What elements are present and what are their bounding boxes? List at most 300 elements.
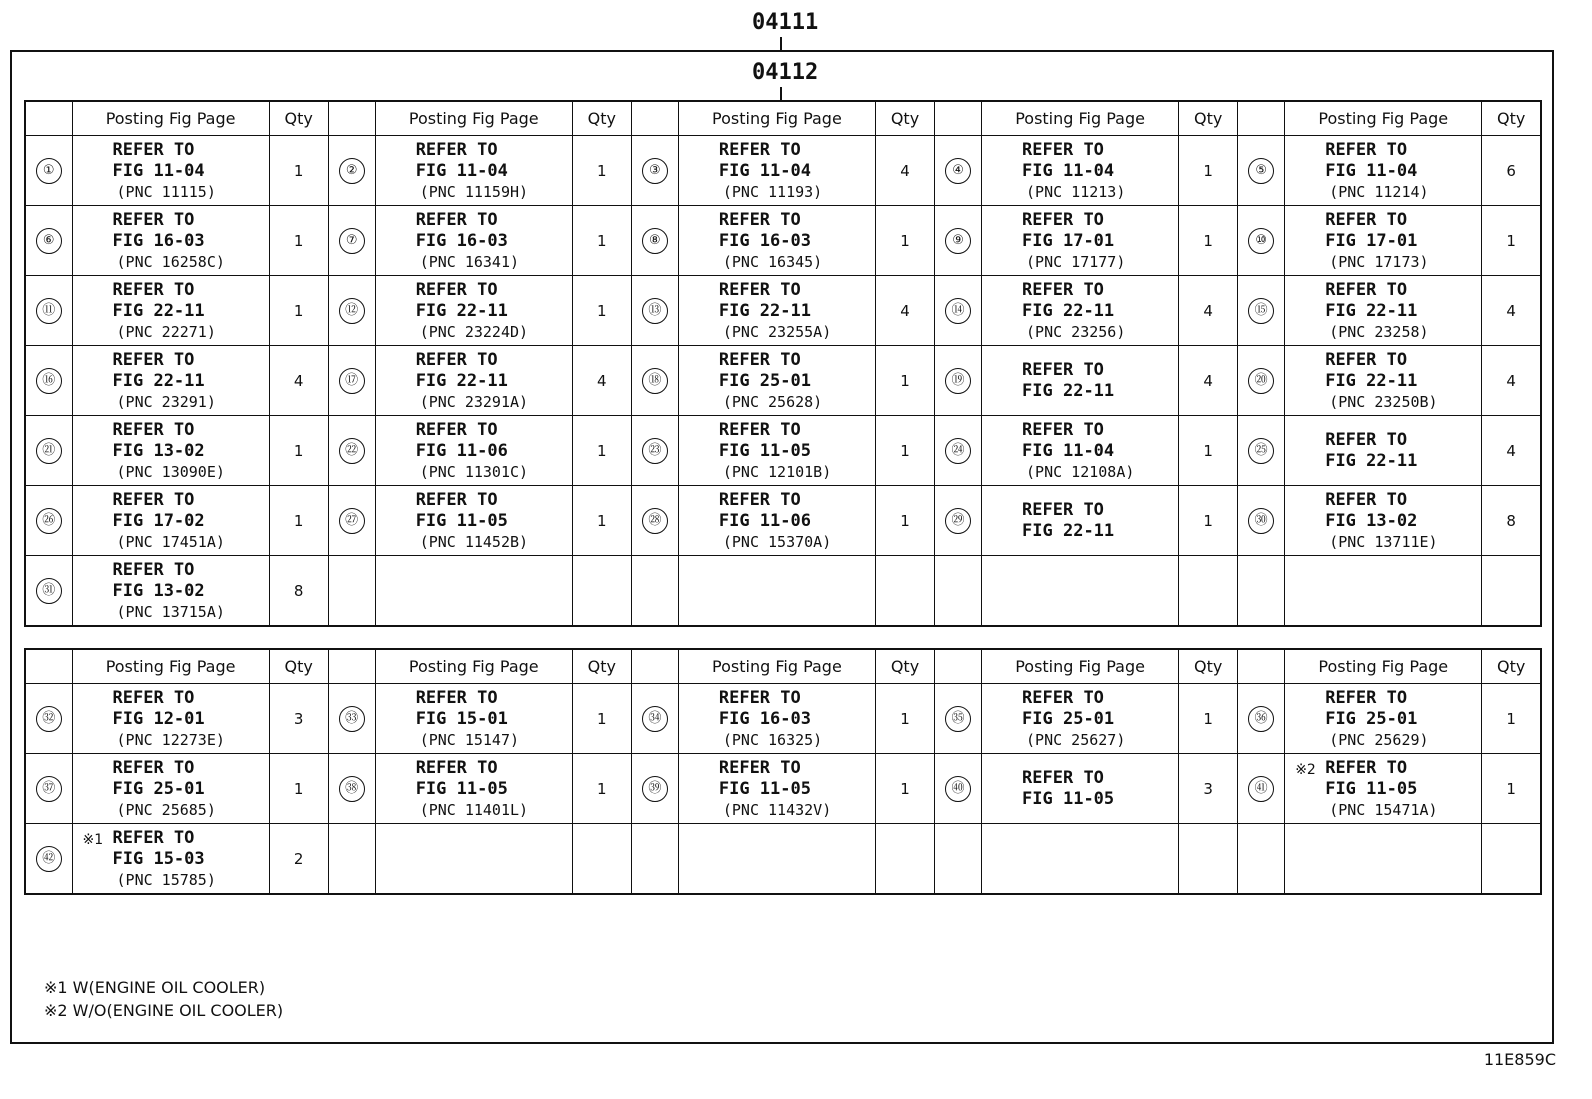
pnc-code: (PNC 16258C) bbox=[116, 252, 225, 271]
item-number-cell bbox=[935, 346, 982, 416]
posting-cell bbox=[72, 684, 269, 754]
parts-table-2 bbox=[24, 648, 1542, 895]
qty-cell: 4 bbox=[1179, 276, 1238, 346]
item-number-cell bbox=[328, 824, 375, 895]
fig-reference: FIG 13-02 bbox=[1325, 510, 1418, 531]
refer-to-text: REFER TO bbox=[1022, 767, 1104, 788]
item-number-cell bbox=[328, 346, 375, 416]
fig-reference: FIG 22-11 bbox=[112, 370, 205, 391]
refer-to-text: REFER TO bbox=[415, 279, 498, 300]
header-qty: Qty bbox=[1179, 649, 1238, 684]
posting-cell bbox=[1285, 824, 1482, 895]
item-number-cell bbox=[328, 556, 375, 627]
item-number-cell bbox=[25, 556, 72, 627]
fig-reference: FIG 25-01 bbox=[112, 778, 205, 799]
fig-reference: FIG 17-02 bbox=[112, 510, 205, 531]
item-number-cell bbox=[25, 206, 72, 276]
fig-reference: FIG 25-01 bbox=[718, 370, 811, 391]
refer-to-text: REFER TO bbox=[1325, 489, 1408, 510]
qty-cell: 4 bbox=[875, 276, 934, 346]
refer-to-text: REFER TO bbox=[415, 349, 498, 370]
header-posting: Posting Fig Page bbox=[982, 101, 1179, 136]
header-posting: Posting Fig Page bbox=[72, 101, 269, 136]
pnc-code: (PNC 25627) bbox=[1026, 730, 1126, 749]
qty-cell: 1 bbox=[572, 136, 631, 206]
item-number-cell bbox=[631, 416, 678, 486]
table-row bbox=[25, 136, 1541, 206]
qty-cell: 1 bbox=[269, 276, 328, 346]
header-number-cell bbox=[1238, 101, 1285, 136]
item-number-cell bbox=[25, 824, 72, 895]
item-number-cell bbox=[1238, 824, 1285, 895]
item-number-badge: ⑧ bbox=[642, 228, 668, 254]
header-posting: Posting Fig Page bbox=[1285, 101, 1482, 136]
fig-reference: FIG 16-03 bbox=[112, 230, 205, 251]
assembly-label-outer: 04111 bbox=[752, 10, 819, 35]
fig-reference: FIG 12-01 bbox=[112, 708, 205, 729]
header-qty: Qty bbox=[269, 101, 328, 136]
qty-cell: 1 bbox=[572, 416, 631, 486]
pnc-code: (PNC 11432V) bbox=[722, 800, 832, 819]
fig-reference: FIG 11-05 bbox=[718, 440, 811, 461]
refer-to-text: REFER TO bbox=[112, 827, 195, 848]
header-posting: Posting Fig Page bbox=[678, 649, 875, 684]
posting-cell bbox=[678, 276, 875, 346]
header-posting: Posting Fig Page bbox=[1285, 649, 1482, 684]
posting-cell bbox=[375, 486, 572, 556]
figure-code: 11E859C bbox=[1483, 1050, 1556, 1069]
item-number-cell bbox=[631, 136, 678, 206]
posting-cell bbox=[375, 556, 572, 627]
posting-cell bbox=[1285, 556, 1482, 627]
item-number-badge: ⑨ bbox=[945, 228, 971, 254]
refer-to-text: REFER TO bbox=[1022, 419, 1104, 440]
item-number-cell bbox=[328, 276, 375, 346]
pnc-code: (PNC 15370A) bbox=[722, 532, 832, 551]
item-number-badge: ⑩ bbox=[1248, 228, 1274, 254]
pnc-code: (PNC 23255A) bbox=[722, 322, 832, 341]
refer-to-text: REFER TO bbox=[718, 489, 801, 510]
item-number-badge: ㊲ bbox=[36, 776, 62, 802]
pnc-code: (PNC 17173) bbox=[1329, 252, 1429, 271]
refer-to-text: REFER TO bbox=[1022, 209, 1104, 230]
item-number-cell bbox=[631, 556, 678, 627]
refer-to-text: REFER TO bbox=[1022, 359, 1104, 380]
table-row bbox=[25, 416, 1541, 486]
table-row bbox=[25, 556, 1541, 627]
qty-cell: 8 bbox=[1482, 486, 1541, 556]
fig-reference: FIG 11-04 bbox=[1325, 160, 1418, 181]
fig-reference: FIG 11-05 bbox=[1325, 778, 1418, 799]
qty-cell: 1 bbox=[1179, 206, 1238, 276]
item-number-cell bbox=[328, 684, 375, 754]
pnc-code: (PNC 23250B) bbox=[1329, 392, 1438, 411]
qty-cell: 1 bbox=[1179, 416, 1238, 486]
pnc-code: (PNC 25629) bbox=[1329, 730, 1429, 749]
fig-reference: FIG 11-05 bbox=[415, 510, 508, 531]
footnote-marker: ※2 bbox=[1295, 762, 1316, 778]
pnc-code: (PNC 25628) bbox=[722, 392, 823, 411]
fig-reference: FIG 22-11 bbox=[415, 300, 508, 321]
qty-cell: 1 bbox=[269, 754, 328, 824]
qty-cell: 1 bbox=[875, 754, 934, 824]
table-header-row bbox=[25, 101, 1541, 136]
item-number-badge: ⑲ bbox=[945, 368, 971, 394]
refer-to-text: REFER TO bbox=[1022, 499, 1104, 520]
fig-reference: FIG 11-04 bbox=[1022, 160, 1115, 181]
pnc-code: (PNC 23256) bbox=[1026, 322, 1126, 341]
posting-cell bbox=[678, 486, 875, 556]
pnc-code: (PNC 13711E) bbox=[1329, 532, 1438, 551]
fig-reference: FIG 11-06 bbox=[415, 440, 508, 461]
refer-to-text: REFER TO bbox=[1022, 139, 1104, 160]
header-qty: Qty bbox=[572, 101, 631, 136]
item-number-cell bbox=[935, 754, 982, 824]
posting-cell bbox=[375, 684, 572, 754]
posting-cell bbox=[678, 754, 875, 824]
pnc-code: (PNC 15147) bbox=[419, 730, 520, 749]
posting-cell bbox=[1285, 136, 1482, 206]
item-number-cell bbox=[1238, 206, 1285, 276]
item-number-cell bbox=[25, 136, 72, 206]
item-number-badge: ⑮ bbox=[1248, 298, 1274, 324]
table-row bbox=[25, 276, 1541, 346]
footnote-2: ※2 W/O(ENGINE OIL COOLER) bbox=[44, 1001, 284, 1020]
posting-cell bbox=[982, 556, 1179, 627]
posting-cell bbox=[982, 136, 1179, 206]
header-posting: Posting Fig Page bbox=[375, 649, 572, 684]
table-row bbox=[25, 346, 1541, 416]
qty-cell bbox=[1179, 556, 1238, 627]
posting-cell bbox=[1285, 754, 1482, 824]
qty-cell: 1 bbox=[269, 416, 328, 486]
qty-cell bbox=[1179, 824, 1238, 895]
posting-cell bbox=[982, 486, 1179, 556]
posting-cell bbox=[375, 346, 572, 416]
fig-reference: FIG 11-04 bbox=[415, 160, 508, 181]
item-number-cell bbox=[935, 276, 982, 346]
fig-reference: FIG 11-05 bbox=[415, 778, 508, 799]
item-number-cell bbox=[631, 276, 678, 346]
item-number-badge: ㉗ bbox=[339, 508, 365, 534]
refer-to-text: REFER TO bbox=[718, 209, 801, 230]
assembly-leader-outer bbox=[780, 37, 782, 50]
posting-cell bbox=[982, 754, 1179, 824]
posting-cell bbox=[72, 206, 269, 276]
qty-cell: 8 bbox=[269, 556, 328, 627]
item-number-cell bbox=[328, 206, 375, 276]
item-number-cell bbox=[631, 754, 678, 824]
item-number-badge: ⑤ bbox=[1248, 158, 1274, 184]
refer-to-text: REFER TO bbox=[718, 139, 801, 160]
item-number-cell bbox=[935, 824, 982, 895]
table-row bbox=[25, 206, 1541, 276]
item-number-badge: ⑫ bbox=[339, 298, 365, 324]
item-number-cell bbox=[631, 824, 678, 895]
fig-reference: FIG 16-03 bbox=[415, 230, 508, 251]
header-number-cell bbox=[935, 101, 982, 136]
item-number-badge: ㊶ bbox=[1248, 776, 1274, 802]
pnc-code: (PNC 22271) bbox=[116, 322, 216, 341]
item-number-cell bbox=[1238, 416, 1285, 486]
fig-reference: FIG 25-01 bbox=[1325, 708, 1418, 729]
qty-cell: 4 bbox=[269, 346, 328, 416]
posting-cell bbox=[72, 346, 269, 416]
posting-cell bbox=[375, 206, 572, 276]
qty-cell: 4 bbox=[875, 136, 934, 206]
qty-cell: 3 bbox=[1179, 754, 1238, 824]
pnc-code: (PNC 12101B) bbox=[722, 462, 832, 481]
qty-cell bbox=[1482, 824, 1541, 895]
fig-reference: FIG 16-03 bbox=[718, 708, 811, 729]
refer-to-text: REFER TO bbox=[112, 419, 195, 440]
fig-reference: FIG 22-11 bbox=[1325, 450, 1418, 471]
posting-cell bbox=[72, 486, 269, 556]
qty-cell bbox=[875, 556, 934, 627]
qty-cell: 4 bbox=[572, 346, 631, 416]
table-header-row bbox=[25, 649, 1541, 684]
fig-reference: FIG 11-05 bbox=[718, 778, 811, 799]
header-number-cell bbox=[1238, 649, 1285, 684]
pnc-code: (PNC 11213) bbox=[1026, 182, 1126, 201]
pnc-code: (PNC 23224D) bbox=[419, 322, 529, 341]
qty-cell: 1 bbox=[875, 346, 934, 416]
fig-reference: FIG 15-03 bbox=[112, 848, 205, 869]
pnc-code: (PNC 11115) bbox=[116, 182, 216, 201]
refer-to-text: REFER TO bbox=[112, 209, 195, 230]
fig-reference: FIG 17-01 bbox=[1022, 230, 1115, 251]
item-number-badge: ㉔ bbox=[945, 438, 971, 464]
refer-to-text: REFER TO bbox=[718, 687, 801, 708]
qty-cell: 1 bbox=[572, 684, 631, 754]
posting-cell bbox=[982, 684, 1179, 754]
refer-to-text: REFER TO bbox=[415, 489, 498, 510]
qty-cell: 1 bbox=[572, 276, 631, 346]
posting-cell bbox=[1285, 684, 1482, 754]
fig-reference: FIG 11-05 bbox=[1022, 788, 1115, 809]
item-number-cell bbox=[25, 346, 72, 416]
item-number-cell bbox=[1238, 486, 1285, 556]
refer-to-text: REFER TO bbox=[1325, 687, 1408, 708]
fig-reference: FIG 22-11 bbox=[112, 300, 205, 321]
posting-cell bbox=[375, 754, 572, 824]
posting-cell bbox=[982, 416, 1179, 486]
refer-to-text: REFER TO bbox=[718, 757, 801, 778]
header-posting: Posting Fig Page bbox=[375, 101, 572, 136]
qty-cell: 1 bbox=[572, 486, 631, 556]
footnote-marker: ※1 bbox=[82, 832, 104, 848]
header-qty: Qty bbox=[1179, 101, 1238, 136]
header-qty: Qty bbox=[875, 101, 934, 136]
qty-cell: 1 bbox=[875, 684, 934, 754]
header-posting: Posting Fig Page bbox=[678, 101, 875, 136]
pnc-code: (PNC 13090E) bbox=[116, 462, 225, 481]
header-number-cell bbox=[25, 101, 72, 136]
qty-cell bbox=[572, 824, 631, 895]
item-number-cell bbox=[1238, 754, 1285, 824]
item-number-cell bbox=[1238, 276, 1285, 346]
item-number-cell bbox=[935, 556, 982, 627]
table-row bbox=[25, 754, 1541, 824]
posting-cell bbox=[678, 416, 875, 486]
item-number-badge: ⑥ bbox=[36, 228, 62, 254]
item-number-cell bbox=[935, 684, 982, 754]
item-number-cell bbox=[25, 416, 72, 486]
fig-reference: FIG 11-06 bbox=[718, 510, 811, 531]
qty-cell: 4 bbox=[1179, 346, 1238, 416]
item-number-badge: ㊳ bbox=[339, 776, 365, 802]
item-number-cell bbox=[1238, 136, 1285, 206]
item-number-cell bbox=[631, 684, 678, 754]
refer-to-text: REFER TO bbox=[415, 139, 498, 160]
refer-to-text: REFER TO bbox=[112, 489, 195, 510]
pnc-code: (PNC 16345) bbox=[722, 252, 823, 271]
pnc-code: (PNC 17177) bbox=[1026, 252, 1126, 271]
refer-to-text: REFER TO bbox=[112, 687, 195, 708]
item-number-badge: ⑰ bbox=[339, 368, 365, 394]
item-number-cell bbox=[935, 416, 982, 486]
qty-cell: 6 bbox=[1482, 136, 1541, 206]
fig-reference: FIG 22-11 bbox=[1325, 300, 1418, 321]
item-number-badge: ㉘ bbox=[642, 508, 668, 534]
qty-cell: 4 bbox=[1482, 276, 1541, 346]
posting-cell bbox=[72, 416, 269, 486]
qty-cell: 1 bbox=[1179, 684, 1238, 754]
refer-to-text: REFER TO bbox=[1325, 279, 1408, 300]
item-number-badge: ㉑ bbox=[36, 438, 62, 464]
fig-reference: FIG 13-02 bbox=[112, 440, 205, 461]
item-number-badge: ⑭ bbox=[945, 298, 971, 324]
qty-cell: 3 bbox=[269, 684, 328, 754]
posting-cell bbox=[375, 276, 572, 346]
item-number-cell bbox=[631, 486, 678, 556]
qty-cell: 2 bbox=[269, 824, 328, 895]
posting-cell bbox=[1285, 206, 1482, 276]
refer-to-text: REFER TO bbox=[415, 209, 498, 230]
posting-cell bbox=[1285, 416, 1482, 486]
refer-to-text: REFER TO bbox=[718, 349, 801, 370]
item-number-cell bbox=[328, 136, 375, 206]
qty-cell: 1 bbox=[269, 486, 328, 556]
qty-cell: 4 bbox=[1482, 346, 1541, 416]
header-number-cell bbox=[631, 649, 678, 684]
refer-to-text: REFER TO bbox=[112, 757, 195, 778]
item-number-badge: ④ bbox=[945, 158, 971, 184]
posting-cell bbox=[72, 824, 269, 895]
item-number-badge: ⑬ bbox=[642, 298, 668, 324]
posting-cell bbox=[982, 346, 1179, 416]
assembly-label-inner: 04112 bbox=[752, 60, 819, 85]
item-number-badge: ㊷ bbox=[36, 846, 62, 872]
table-row bbox=[25, 684, 1541, 754]
qty-cell: 1 bbox=[1179, 136, 1238, 206]
fig-reference: FIG 22-11 bbox=[718, 300, 811, 321]
qty-cell: 1 bbox=[269, 136, 328, 206]
item-number-cell bbox=[25, 754, 72, 824]
refer-to-text: REFER TO bbox=[718, 419, 801, 440]
item-number-cell bbox=[328, 416, 375, 486]
fig-reference: FIG 17-01 bbox=[1325, 230, 1418, 251]
posting-cell bbox=[375, 136, 572, 206]
header-number-cell bbox=[328, 101, 375, 136]
qty-cell: 1 bbox=[269, 206, 328, 276]
fig-reference: FIG 22-11 bbox=[415, 370, 508, 391]
posting-cell bbox=[1285, 486, 1482, 556]
item-number-badge: ① bbox=[36, 158, 62, 184]
header-number-cell bbox=[631, 101, 678, 136]
pnc-code: (PNC 13715A) bbox=[116, 602, 225, 621]
pnc-code: (PNC 11193) bbox=[722, 182, 823, 201]
header-qty: Qty bbox=[1482, 649, 1541, 684]
posting-cell bbox=[982, 824, 1179, 895]
fig-reference: FIG 22-11 bbox=[1022, 300, 1115, 321]
fig-reference: FIG 16-03 bbox=[718, 230, 811, 251]
fig-reference: FIG 11-04 bbox=[718, 160, 811, 181]
refer-to-text: REFER TO bbox=[112, 139, 195, 160]
posting-cell bbox=[72, 754, 269, 824]
qty-cell bbox=[1482, 556, 1541, 627]
posting-cell bbox=[982, 276, 1179, 346]
qty-cell: 1 bbox=[1179, 486, 1238, 556]
pnc-code: (PNC 23291) bbox=[116, 392, 216, 411]
refer-to-text: REFER TO bbox=[1325, 349, 1408, 370]
posting-cell bbox=[678, 684, 875, 754]
pnc-code: (PNC 12108A) bbox=[1026, 462, 1135, 481]
fig-reference: FIG 13-02 bbox=[112, 580, 205, 601]
header-qty: Qty bbox=[875, 649, 934, 684]
table-row bbox=[25, 824, 1541, 895]
qty-cell bbox=[875, 824, 934, 895]
refer-to-text: REFER TO bbox=[112, 279, 195, 300]
item-number-badge: ㉞ bbox=[642, 706, 668, 732]
item-number-badge: ㉒ bbox=[339, 438, 365, 464]
refer-to-text: REFER TO bbox=[718, 279, 801, 300]
refer-to-text: REFER TO bbox=[1022, 279, 1104, 300]
fig-reference: FIG 22-11 bbox=[1325, 370, 1418, 391]
item-number-cell bbox=[328, 486, 375, 556]
refer-to-text: REFER TO bbox=[112, 559, 195, 580]
pnc-code: (PNC 11401L) bbox=[419, 800, 529, 819]
header-number-cell bbox=[25, 649, 72, 684]
parts-table-1 bbox=[24, 100, 1542, 627]
item-number-cell bbox=[1238, 346, 1285, 416]
pnc-code: (PNC 16341) bbox=[419, 252, 520, 271]
posting-cell bbox=[678, 136, 875, 206]
assembly-leader-inner bbox=[780, 87, 782, 100]
item-number-cell bbox=[631, 346, 678, 416]
qty-cell: 1 bbox=[1482, 754, 1541, 824]
refer-to-text: REFER TO bbox=[1325, 209, 1408, 230]
refer-to-text: REFER TO bbox=[1325, 139, 1408, 160]
item-number-badge: ⑦ bbox=[339, 228, 365, 254]
posting-cell bbox=[72, 136, 269, 206]
item-number-badge: ㉚ bbox=[1248, 508, 1274, 534]
pnc-code: (PNC 17451A) bbox=[116, 532, 225, 551]
pnc-code: (PNC 16325) bbox=[722, 730, 823, 749]
fig-reference: FIG 11-04 bbox=[1022, 440, 1115, 461]
item-number-badge: ㊱ bbox=[1248, 706, 1274, 732]
fig-reference: FIG 22-11 bbox=[1022, 520, 1115, 541]
refer-to-text: REFER TO bbox=[415, 687, 498, 708]
posting-cell bbox=[982, 206, 1179, 276]
item-number-badge: ⑳ bbox=[1248, 368, 1274, 394]
item-number-cell bbox=[25, 276, 72, 346]
posting-cell bbox=[678, 824, 875, 895]
item-number-badge: ⑱ bbox=[642, 368, 668, 394]
pnc-code: (PNC 11301C) bbox=[419, 462, 529, 481]
posting-cell bbox=[72, 556, 269, 627]
qty-cell: 1 bbox=[875, 486, 934, 556]
